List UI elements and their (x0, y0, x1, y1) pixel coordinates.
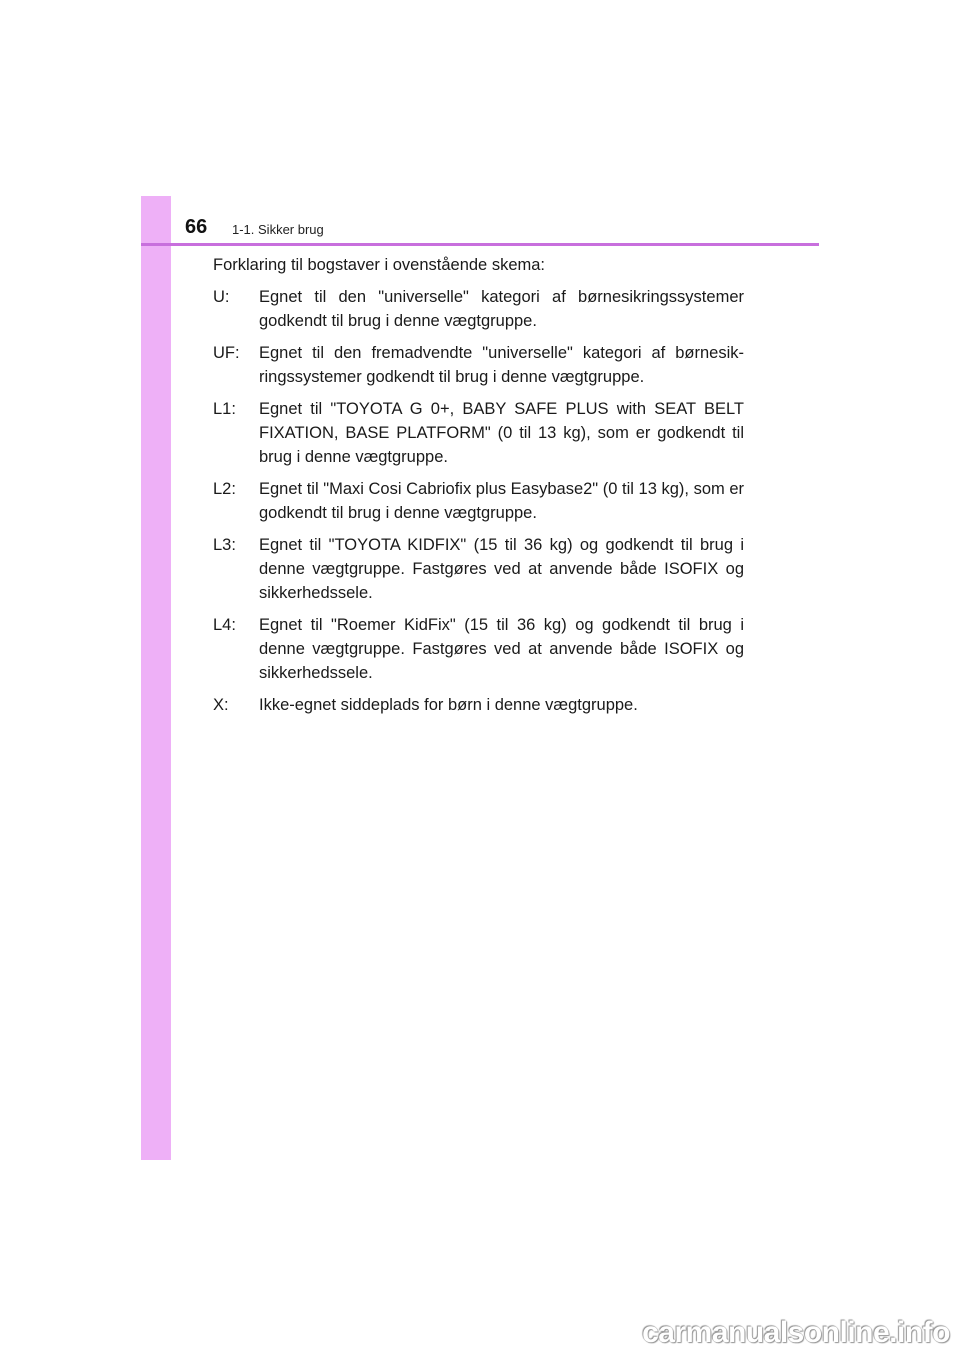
legend-text: Egnet til den fremadvendte "universelle" kategori af børnesik-ringssystemer godkendt til brug i denne vægtgruppe. (259, 344, 744, 386)
legend-code: U: (213, 288, 230, 306)
legend-text: Egnet til den "universelle" kategori af børnesikringssystemer godkendt til brug i denne vægtgruppe. (259, 288, 744, 330)
legend-item-x (213, 693, 744, 717)
chapter-side-band (141, 196, 171, 1160)
legend-code: UF: (213, 344, 240, 362)
header-divider (141, 243, 819, 246)
legend-code: L2: (213, 480, 236, 498)
legend-text: Egnet til "TOYOTA G 0+, BABY SAFE PLUS with SEAT BELT FIXATION, BASE PLATFORM" (0 til 13 kg), som er godkendt til brug i denne vægtgruppe. (259, 400, 744, 466)
legend-item-l2 (213, 477, 744, 525)
legend-code: L3: (213, 536, 236, 554)
legend-code: X: (213, 696, 229, 714)
watermark: carmanualsonline.info (642, 1316, 950, 1349)
page-number: 66 (185, 216, 208, 238)
legend-item-l4 (213, 613, 744, 685)
legend-item-u (213, 285, 744, 333)
legend-text: Egnet til "Maxi Cosi Cabriofix plus Easybase2" (0 til 13 kg), som er godkendt til brug i denne vægtgruppe. (259, 480, 744, 522)
section-title: 1-1. Sikker brug (232, 222, 324, 237)
legend-list (213, 285, 744, 717)
legend-item-l1 (213, 397, 744, 469)
legend-text: Ikke-egnet siddeplads for børn i denne vægtgruppe. (259, 696, 638, 714)
legend-code: L1: (213, 400, 236, 418)
legend-text: Egnet til "Roemer KidFix" (15 til 36 kg) og godkendt til brug i denne vægtgruppe. Fastgøres ved at anvende både ISOFIX og sikkerhedssele. (259, 616, 744, 682)
legend-item-uf (213, 341, 744, 389)
legend-text: Egnet til "TOYOTA KIDFIX" (15 til 36 kg) og godkendt til brug i denne vægtgruppe. Fastgøres ved at anvende både ISOFIX og sikkerhedssele. (259, 536, 744, 602)
legend-item-l3 (213, 533, 744, 605)
legend-explanation (213, 253, 744, 725)
legend-code: L4: (213, 616, 236, 634)
legend-intro: Forklaring til bogstaver i ovenstående skema: (213, 256, 545, 274)
